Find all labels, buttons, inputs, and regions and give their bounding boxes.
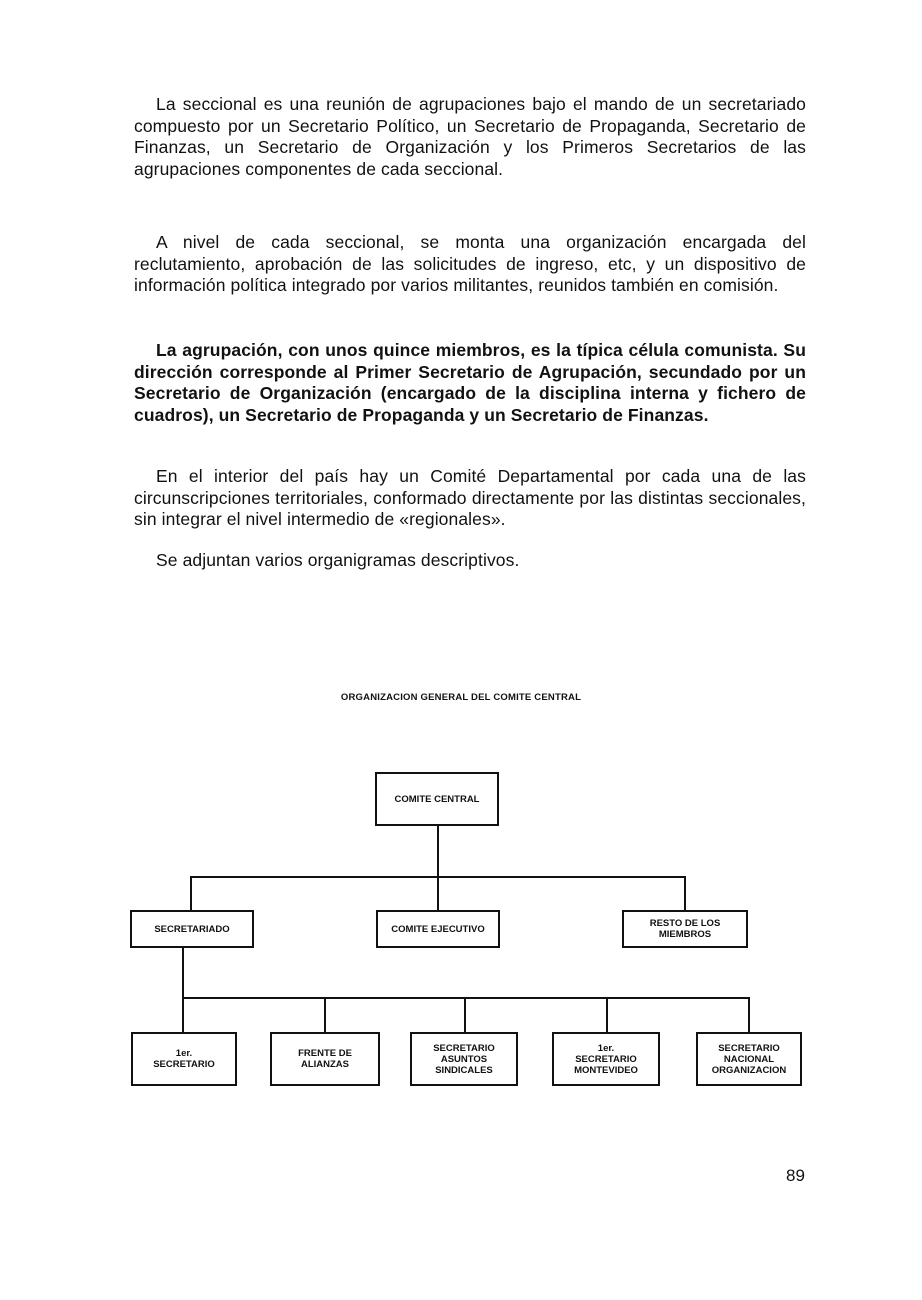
connector-box-3 xyxy=(464,997,466,1033)
connector-level2-bar xyxy=(190,876,686,878)
org-chart-title: ORGANIZACION GENERAL DEL COMITE CENTRAL xyxy=(340,692,582,703)
paragraph-seccional: La seccional es una reunión de agrupaciones bajo el mando de un secretariado compuesto por un Secretario Político, un Secretario de Propaganda, Secretario de Finanzas, un Secretario de Organización y los Primeros Secretarios de las agrupaciones componentes de cada seccional. xyxy=(134,94,806,179)
box-secretariado: SECRETARIADO xyxy=(130,910,254,948)
connector-resto xyxy=(684,876,686,912)
connector-secretariado-down xyxy=(182,948,184,998)
box-comite-ejecutivo: COMITE EJECUTIVO xyxy=(376,910,500,948)
box-frente-alianzas: FRENTE DE ALIANZAS xyxy=(270,1032,380,1086)
connector-box-5 xyxy=(748,997,750,1033)
connector-box-1 xyxy=(182,997,184,1033)
paragraph-reclutamiento: A nivel de cada seccional, se monta una organización encargada del reclutamiento, aprobación de las solicitudes de ingreso, etc, y un dispositivo de información política integrado por varios militantes, reunidos también en comisión. xyxy=(134,232,806,295)
page-number: 89 xyxy=(786,1166,805,1185)
paragraph-organigramas: Se adjuntan varios organigramas descriptivos. xyxy=(156,550,520,570)
connector-box-2 xyxy=(324,997,326,1033)
paragraph-comite-departamental: En el interior del país hay un Comité Departamental por cada una de las circunscripciones territoriales, conformado directamente por las distintas seccionales, sin integrar el nivel intermedio de «regionales». xyxy=(134,466,806,529)
connector-box-4 xyxy=(606,997,608,1033)
connector-secretariado xyxy=(190,876,192,912)
box-primer-secretario: 1er. SECRETARIO xyxy=(131,1032,237,1086)
connector-root-down xyxy=(437,824,439,912)
box-secretario-asuntos-sindicales: SECRETARIO ASUNTOS SINDICALES xyxy=(410,1032,518,1086)
box-resto-miembros: RESTO DE LOS MIEMBROS xyxy=(622,910,748,948)
box-comite-central: COMITE CENTRAL xyxy=(375,772,499,826)
paragraph-agrupacion: La agrupación, con unos quince miembros, es la típica célula comunista. Su dirección corresponde al Primer Secretario de Agrupación, secundado por un Secretario de Organización (encargado de la disciplina interna y fichero de cuadros), un Secretario de Propaganda y un Secretario de Finanzas. xyxy=(134,340,806,425)
box-primer-secretario-montevideo: 1er. SECRETARIO MONTEVIDEO xyxy=(552,1032,660,1086)
connector-level3-bar xyxy=(182,997,750,999)
box-secretario-nacional-organizacion: SECRETARIO NACIONAL ORGANIZACION xyxy=(696,1032,802,1086)
